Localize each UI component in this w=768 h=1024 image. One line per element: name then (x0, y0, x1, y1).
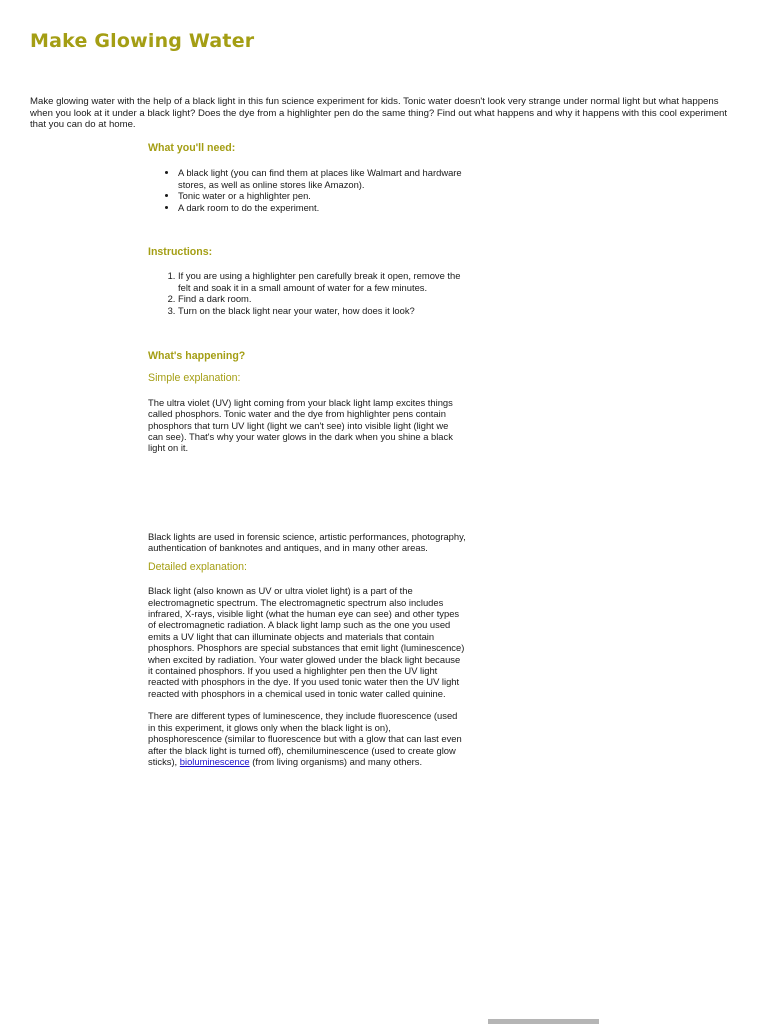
list-item: 3. Turn on the black light near your water, how does it look? (178, 305, 466, 316)
simple-explanation-text: The ultra violet (UV) light coming from your black light lamp excites things called phosphors. Tonic water and the dye from highlighter pens contain phosphors that turn UV light (light we can't see) into visible light (light we can see). That's why your water glows in the dark when you shine a black light on it. (148, 396, 453, 454)
uses-text: Black lights are used in forensic science, artistic performances, photography, authentication of banknotes and antiques, and in many other areas. (148, 531, 466, 554)
uses-section (148, 531, 466, 767)
needs-list (148, 167, 466, 213)
simple-explanation-heading: Simple explanation: (148, 372, 241, 385)
horizontal-scrollbar[interactable] (488, 1019, 599, 1024)
needs-section (148, 143, 466, 213)
bioluminescence-link[interactable]: bioluminescence (179, 755, 250, 767)
detailed-explanation-text: Black light (also known as UV or ultra violet light) is a part of the electromagnetic spectrum. The electromagnetic spectrum also includes infrared, X-rays, visible light (what the human eye can see) and other types of electromagnetic radiation. A black light lamp such as the one you used emits a UV light that can illuminate objects and materials that contain phosphors. Phosphors are special substances that emit light (luminescence) when excited by radiation. Your water glowed under the black light because it contained phosphors. If you used a highlighter pen then the UV light reacted with phosphors in the dye. If you used tonic water then the UV light reacted with phosphors in a chemical used in tonic water called quinine. (148, 585, 465, 699)
list-item: • A dark room to do the experiment. (178, 202, 466, 213)
page-title: Make Glowing Water (30, 30, 255, 52)
list-item: 2. Find a dark room. (178, 293, 466, 304)
instructions-heading: Instructions: (148, 246, 213, 258)
instructions-list (148, 270, 466, 316)
list-item: • A black light (you can find them at places like Walmart and hardware stores, as well as online stores like Amazon). (178, 167, 466, 190)
needs-heading: What you'll need: (148, 142, 236, 154)
happening-heading: What's happening? (148, 350, 246, 362)
list-item: 1. If you are using a highlighter pen carefully break it open, remove the felt and soak it in a small amount of water for a few minutes. (178, 270, 466, 293)
happening-section (148, 351, 466, 454)
luminescence-types-text-start: There are different types of luminescence, they include fluorescence (used in this experiment, it glows only when the black light is on), phosphorescence (similar to fluorescence but with a glow that can last even after the black light is turned off), chemiluminescence (used to create glow sticks), (148, 710, 462, 767)
luminescence-types-text-end: (from living organisms) and many others. (249, 755, 423, 767)
instructions-section (148, 247, 466, 316)
luminescence-types-text (148, 710, 466, 767)
intro-paragraph: Make glowing water with the help of a black light in this fun science experiment for kids. Tonic water doesn't look very strange under normal light but what happens when you look at it under a black light? Does the dye from a highlighter pen do the same thing? Find out what happens and why it happens with this cool experiment that you can do at home. (30, 96, 728, 131)
detailed-explanation-heading: Detailed explanation: (148, 560, 247, 573)
list-item: • Tonic water or a highlighter pen. (178, 190, 466, 201)
